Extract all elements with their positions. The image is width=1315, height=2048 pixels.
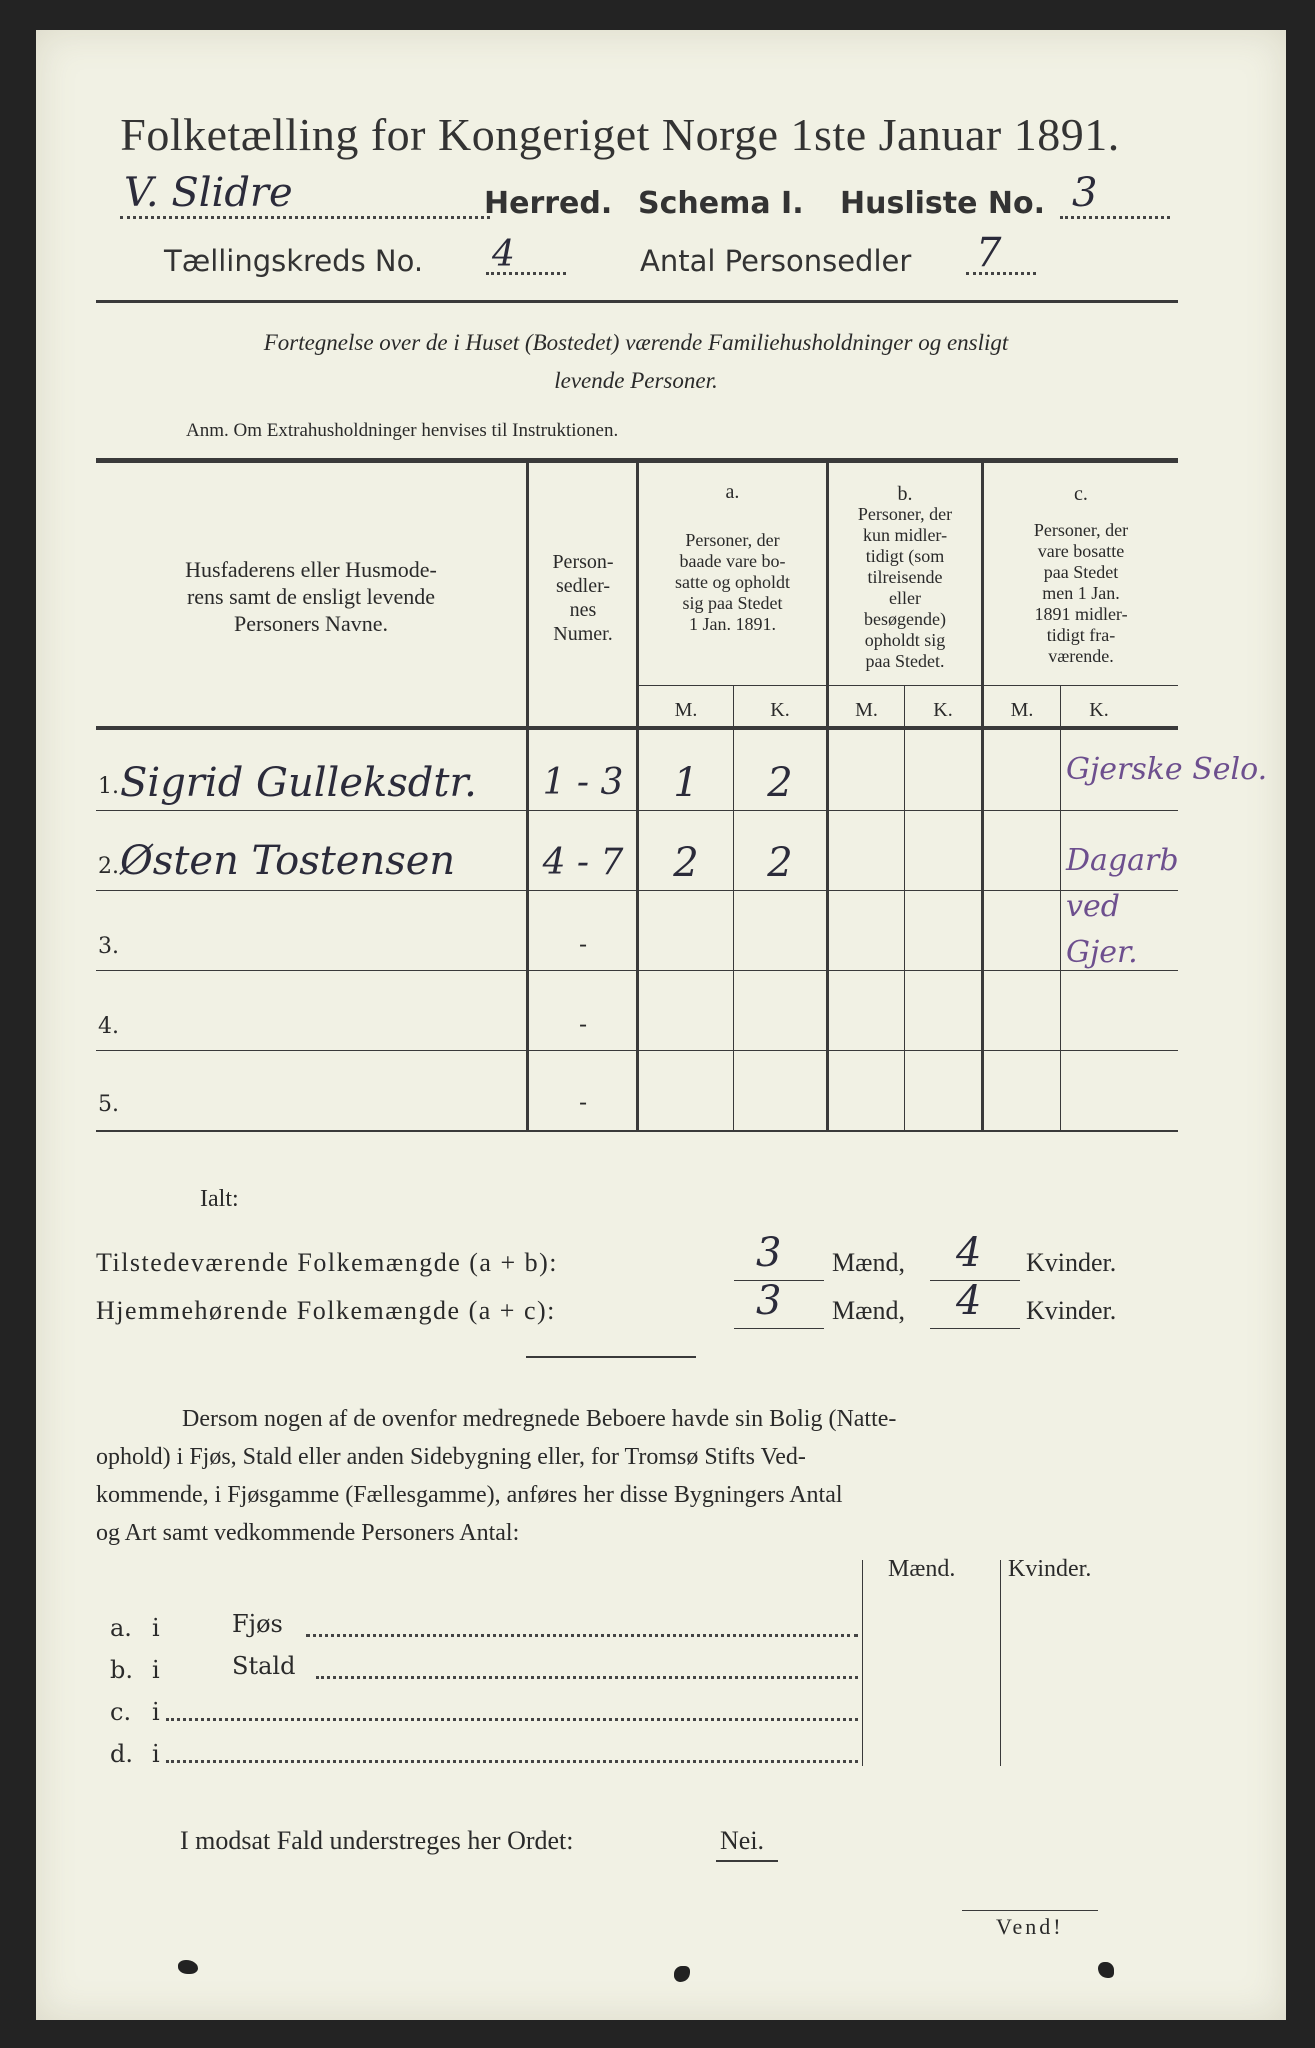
husliste-value: 3 [1072,170,1098,216]
row-number: 4. [98,1014,119,1039]
nei-word: Nei. [720,1826,765,1855]
person-numbers: - [578,930,588,958]
ink-mark [178,1960,198,1974]
form-title: Folketælling for Kongeriget Norge 1ste Januar 1891. [120,109,1120,160]
col-a-letter: a. [725,481,740,503]
a-women: 2 [767,840,793,886]
col-header-c: Personer, der vare bosatte paa Stedet men 1 Jan. 1891 midler- tidigt fra- værende. [1033,520,1129,666]
ink-mark [674,1966,690,1982]
col-header-b: Personer, der kun midler- tidigt (som tilreisende eller besøgende) opholdt sig paa Stedet. [857,504,953,671]
row-number: 2. [98,854,119,879]
schema-label: Schema I. [638,186,804,221]
tilst-men-value: 3 [756,1230,782,1276]
hjem-women-label: Kvinder. [1026,1296,1117,1325]
bolig-men-header: Mænd. [888,1556,956,1582]
bolig-women-header: Kvinder. [1008,1556,1092,1582]
tilst-label: Tilstedeværende Folkemængde (a + b): [96,1248,558,1277]
bolig-paragraph: Dersom nogen af de ovenfor medregnede Beboere havde sin Bolig (Natte- ophold) i Fjøs, Stald eller anden Sidebygning eller, for Tromsø Stifts Ved- kommende, i Fjøsgamme (Fællesgamme), anføres her disse Bygningers Antal og Art samt vedkommende Personers Antal: [96,1406,897,1546]
intro-line-2: levende Personer. [554,368,718,393]
col-header-num: Person- sedler- nes Numer. [552,551,614,645]
person-numbers: 4 - 7 [542,842,624,883]
kreds-value: 4 [492,234,515,275]
hjem-women-value: 4 [956,1278,982,1324]
row-number: 5. [98,1092,119,1117]
a-men: 1 [673,760,699,806]
ialt-label: Ialt: [200,1186,239,1212]
note: Dagarb ved Gjer. [1066,843,1179,970]
person-name: Østen Tostensen [120,838,456,884]
intro-line-1: Fortegnelse over de i Huset (Bostedet) værende Familiehusholdninger og ensligt [263,330,1009,355]
antal-value: 7 [976,230,1002,276]
hjem-label: Hjemmehørende Folkemængde (a + c): [96,1296,556,1325]
row-number: 3. [98,934,119,959]
a-m-label: M. [674,699,698,721]
a-k-label: K. [770,699,790,721]
modsat-text: I modsat Fald understreges her Ordet: [180,1826,574,1855]
note: Gjerske Selo. [1066,752,1268,787]
col-c-letter: c. [1074,483,1088,505]
tilst-men-label: Mænd, [832,1248,905,1277]
herred-label: Herred. [484,186,613,221]
a-women: 2 [767,760,793,806]
vend-text: Vend! [996,1914,1064,1939]
anm-note: Anm. Om Extrahusholdninger henvises til Instruktionen. [186,420,619,441]
ink-mark [1098,1962,1114,1978]
kreds-label: Tællingskreds No. [164,244,424,278]
husliste-label: Husliste No. [840,186,1045,221]
person-name: Sigrid Gulleksdtr. [120,760,477,806]
b-k-label: K. [933,699,953,721]
tilst-women-label: Kvinder. [1026,1248,1117,1277]
tilst-women-value: 4 [956,1230,982,1276]
row-number: 1. [98,774,119,799]
col-header-name: Husfaderens eller Husmode- rens samt de ensligt levende Personers Navne. [185,557,437,636]
hjem-men-label: Mænd, [832,1296,905,1325]
herred-value: V. Slidre [124,170,293,216]
col-header-a: Personer, der baade vare bo- satte og opholdt sig paa Stedet 1 Jan. 1891. [675,530,790,634]
hjem-men-value: 3 [756,1278,782,1324]
person-numbers: - [578,1010,588,1038]
person-numbers: - [578,1088,588,1116]
antal-label: Antal Personsedler [640,244,912,278]
col-b-letter: b. [897,483,913,505]
a-men: 2 [673,840,699,886]
c-m-label: M. [1010,699,1034,721]
census-form-page: Folketælling for Kongeriget Norge 1ste Januar 1891. V. Slidre Herred. Schema I. Husliste No. 3 Tællingskreds No. 4 Antal Personsedler 7 Fortegnelse over de i Huset (Bostedet) værende Familiehusholdninger og ensligt levende Personer. Anm. Om Extrahusholdninger henvises til Instruktionen. Husfaderens eller Husmode- rens samt de ensligt levende Personers Navne. Person- sedler- nes Numer. a. Personer, der baade vare bo- satte og opholdt sig paa Stedet 1 Jan. 1891. b. Personer, der kun midler- tidigt (som tilreisende eller besøgende) opholdt sig paa Stedet. c. Personer, der vare bosatte paa Stedet men 1 Jan. 1891 midler- tidigt fra- værende. M. K. M. K. M. K. 1. Sigrid Gulleksdtr. 1 - 3 1 2 Gjerske Selo. 2. Østen Tostensen 4 - 7 2 2 Dagarb ved Gjer. 3. - 4. - 5. - Ialt: Tilstedeværende Folkemængde (a + b): 3 Mænd, 4 Kvinder. Hjemmehørende Folkemængde (a + c): 3 Mænd, 4 Kvinder. Dersom nogen af de ovenfor medregnede Beboere havde sin Bolig (Natte- ophold) i Fjøs, Stald eller anden Sidebygning eller, for Tromsø Stifts Ved- kommende, i Fjøsgamme (Fællesgamme), anføres her disse Bygningers Antal og Art samt vedkommende Personers Antal: Mænd. Kvinder. a. i Fjøs b. i Stald c. i d. i I modsat Fald understreges her Ordet: Nei. Vend! [36,30,1286,2020]
b-m-label: M. [855,699,878,721]
c-k-label: K. [1089,699,1109,721]
person-numbers: 1 - 3 [542,762,624,803]
